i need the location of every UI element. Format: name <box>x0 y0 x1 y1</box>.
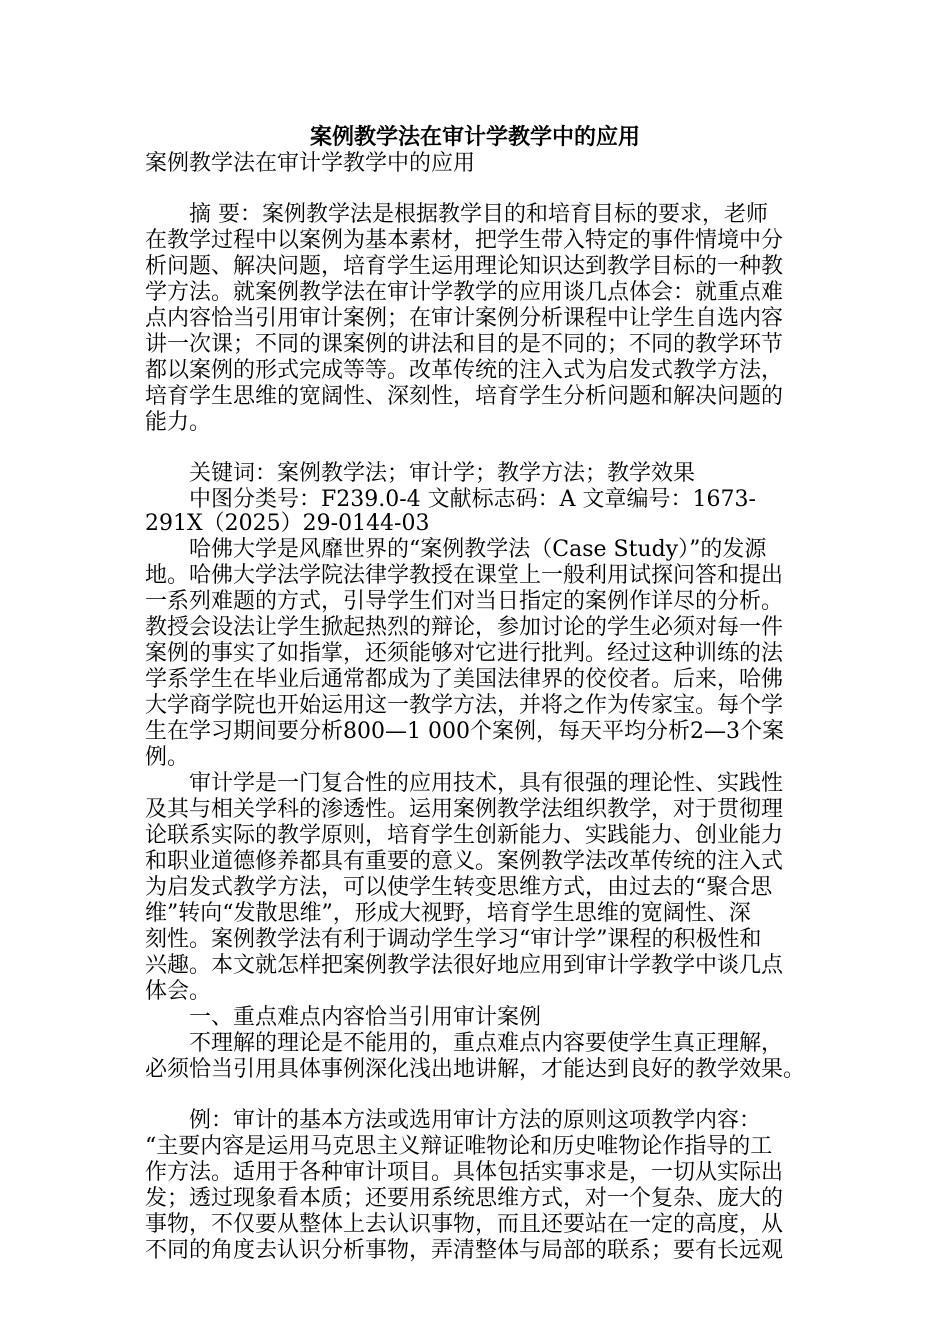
text-line: 不同的角度去认识分析事物，弄清整体与局部的联系；要有长远观 <box>145 1238 784 1263</box>
text-line: 兴趣。本文就怎样把案例教学法很好地应用到审计学教学中谈几点 <box>145 953 784 978</box>
text-line: 学方法。就案例教学法在审计学教学的应用谈几点体会：就重点难 <box>145 280 784 305</box>
text-line: 在教学过程中以案例为基本素材，把学生带入特定的事件情境中分 <box>145 228 784 253</box>
text-line: “主要内容是运用马克思主义辩证唯物论和历史唯物论作指导的工 <box>145 1134 773 1159</box>
text-line: 案例的事实了如指掌，还须能够对它进行批判。经过这种训练的法 <box>145 641 784 666</box>
text-line: 学系学生在毕业后通常都成为了美国法律界的佼佼者。后来，哈佛 <box>145 667 784 692</box>
classification-line: 291X（2025）29-0144-03 <box>145 511 430 536</box>
text-line: 大学商学院也开始运用这一教学方法，并将之作为传家宝。每个学 <box>145 693 784 718</box>
text-line: 生在学习期间要分析800—1 000个案例，每天平均分析2—3个案 <box>145 719 784 744</box>
text-line: 教授会设法让学生掀起热烈的辩论，参加讨论的学生必须对每一件 <box>145 615 784 640</box>
text-line: 事物，不仅要从整体上去认识事物，而且还要站在一定的高度，从 <box>145 1212 784 1237</box>
keywords-line: 关键词：案例教学法；审计学；教学方法；教学效果 <box>145 461 696 486</box>
text-line: 都以案例的形式完成等等。改革传统的注入式为启发式教学方法， <box>145 358 784 383</box>
text-line: 析问题、解决问题，培育学生运用理论知识达到教学目标的一种教 <box>145 254 784 279</box>
text-line: 培育学生思维的宽阔性、深刻性，培育学生分析问题和解决问题的 <box>145 384 784 409</box>
text-line: 作方法。适用于各种审计项目。具体包括实事求是，一切从实际出 <box>145 1160 784 1185</box>
classification-line: 中图分类号：F239.0-4 文献标志码：A 文章编号：1673- <box>145 487 756 512</box>
text-line: 维”转向“发散思维”，形成大视野，培育学生思维的宽阔性、深 <box>145 901 751 926</box>
text-line: 论联系实际的教学原则，培育学生创新能力、实践能力、创业能力 <box>145 823 784 848</box>
section-heading: 一、重点难点内容恰当引用审计案例 <box>145 1005 542 1030</box>
text-line: 讲一次课；不同的课案例的讲法和目的是不同的；不同的教学环节 <box>145 332 784 357</box>
text-line: 发；透过现象看本质；还要用系统思维方式，对一个复杂、庞大的 <box>145 1186 784 1211</box>
document-title: 案例教学法在审计学教学中的应用 <box>309 125 640 150</box>
text-line: 能力。 <box>145 410 212 435</box>
text-line: 和职业道德修养都具有重要的意义。案例教学法改革传统的注入式 <box>145 849 784 874</box>
text-line: 一系列难题的方式，引导学生们对当日指定的案例作详尽的分析。 <box>145 589 784 614</box>
text-line: 审计学是一门复合性的应用技术，具有很强的理论性、实践性 <box>145 771 784 796</box>
text-line: 不理解的理论是不能用的，重点难点内容要使学生真正理解， <box>145 1031 784 1056</box>
text-line: 哈佛大学是风靡世界的“案例教学法（Case Study）”的发源 <box>145 537 767 562</box>
text-line: 及其与相关学科的渗透性。运用案例教学法组织教学，对于贯彻理 <box>145 797 784 822</box>
text-line: 刻性。案例教学法有利于调动学生学习“审计学”课程的积极性和 <box>145 927 762 952</box>
text-line: 例：审计的基本方法或选用审计方法的原则这项教学内容： <box>145 1108 762 1133</box>
text-line: 地。哈佛大学法学院法律学教授在课堂上一般利用试探问答和提出 <box>145 563 784 588</box>
text-line: 摘 要：案例教学法是根据教学目的和培育目标的要求，老师 <box>145 202 768 227</box>
text-line: 点内容恰当引用审计案例；在审计案例分析课程中让学生自选内容 <box>145 306 784 331</box>
text-line: 例。 <box>145 745 190 770</box>
text-line: 案例教学法在审计学教学中的应用 <box>145 151 476 176</box>
text-line: 必须恰当引用具体事例深化浅出地讲解，才能达到良好的教学效果。 <box>145 1057 806 1082</box>
text-line: 为启发式教学方法，可以使学生转变思维方式，由过去的“聚合思 <box>145 875 773 900</box>
text-line: 体会。 <box>145 979 212 1004</box>
